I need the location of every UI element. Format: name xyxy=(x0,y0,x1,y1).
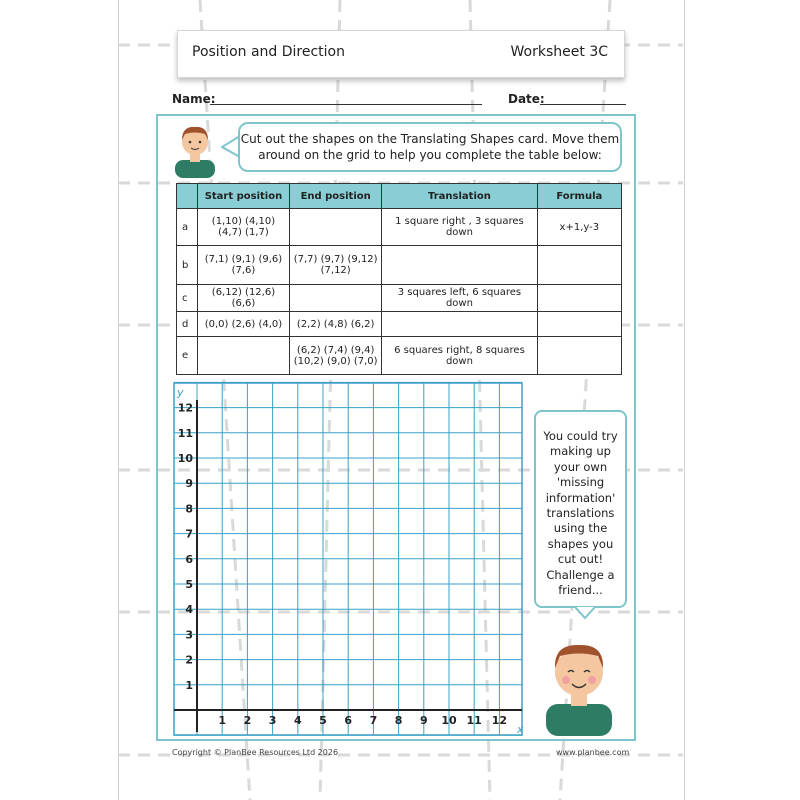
y-tick-label: 11 xyxy=(177,426,193,440)
start-position-cell[interactable]: (7,1) (9,1) (9,6) (7,6) xyxy=(197,246,289,285)
row-label: d xyxy=(177,312,198,337)
footer-website[interactable]: www.planbee.com xyxy=(556,748,630,757)
instruction-text: Cut out the shapes on the Translating Shapes card. Move them around on the grid to help you complete the table below: xyxy=(240,132,620,162)
date-label: Date: xyxy=(508,92,545,106)
row-label: a xyxy=(177,209,198,246)
start-position-cell[interactable]: (1,10) (4,10) (4,7) (1,7) xyxy=(197,209,289,246)
x-axis-label: x xyxy=(517,723,524,736)
page-title: Position and Direction xyxy=(192,44,345,60)
footer-copyright: Copyright © PlanBee Resources Ltd 2026 xyxy=(172,748,339,757)
end-position-cell[interactable]: (7,7) (9,7) (9,12) (7,12) xyxy=(290,246,382,285)
y-tick-label: 2 xyxy=(185,653,193,667)
formula-cell[interactable]: x+1,y-3 xyxy=(537,209,621,246)
x-tick-label: 8 xyxy=(394,714,403,727)
end-position-cell[interactable]: (6,2) (7,4) (9,4) (10,2) (9,0) (7,0) xyxy=(290,337,382,375)
x-tick-label: 7 xyxy=(369,714,378,727)
x-tick-label: 2 xyxy=(243,714,252,727)
translation-cell[interactable]: 3 squares left, 6 squares down xyxy=(382,285,537,312)
tip-bubble-tail xyxy=(574,606,596,620)
start-position-cell[interactable]: (0,0) (2,6) (4,0) xyxy=(197,312,289,337)
row-label: b xyxy=(177,246,198,285)
x-tick-label: 3 xyxy=(268,714,277,727)
header-translation: Translation xyxy=(382,184,537,209)
row-label: e xyxy=(177,337,198,375)
y-tick-labels xyxy=(178,402,194,692)
end-position-cell[interactable]: (2,2) (4,8) (6,2) xyxy=(290,312,382,337)
header-start-position: Start position xyxy=(197,184,289,209)
y-axis-label: y xyxy=(177,386,184,399)
start-position-cell[interactable]: (6,12) (12,6) (6,6) xyxy=(197,285,289,312)
y-tick-label: 6 xyxy=(185,552,193,566)
translation-cell[interactable]: 6 squares right, 8 squares down xyxy=(382,337,537,375)
x-tick-label: 12 xyxy=(491,714,508,727)
x-tick-label: 9 xyxy=(419,714,428,727)
tip-text: You could try making up your own 'missing information' translations using the shapes you cut out! Challenge a friend... xyxy=(543,429,618,598)
y-tick-label: 10 xyxy=(177,452,193,465)
x-tick-label: 5 xyxy=(319,714,327,727)
header-formula: Formula xyxy=(537,184,621,209)
y-tick-label: 1 xyxy=(185,678,193,692)
y-tick-label: 4 xyxy=(185,603,193,617)
y-tick-label: 3 xyxy=(185,628,193,642)
grid-lines xyxy=(174,382,522,735)
tip-bubble xyxy=(534,410,627,608)
x-tick-label: 10 xyxy=(441,714,457,727)
y-tick-label: 7 xyxy=(185,527,193,541)
x-tick-label: 11 xyxy=(466,714,482,727)
y-tick-label: 8 xyxy=(185,502,193,516)
boy-avatar-bottom xyxy=(544,636,614,736)
y-tick-label: 9 xyxy=(185,477,193,491)
x-tick-label: 1 xyxy=(218,714,227,727)
x-tick-label: 6 xyxy=(344,714,353,727)
worksheet-number: Worksheet 3C xyxy=(510,44,608,60)
name-label: Name: xyxy=(172,92,216,106)
y-tick-label: 5 xyxy=(185,578,193,591)
row-label: c xyxy=(177,285,198,312)
translation-cell[interactable]: 1 square right , 3 squares down xyxy=(382,209,537,246)
x-tick-labels xyxy=(218,714,507,727)
header-end-position: End position xyxy=(290,184,382,209)
x-tick-label: 4 xyxy=(293,714,302,727)
y-tick-label: 12 xyxy=(177,401,193,415)
